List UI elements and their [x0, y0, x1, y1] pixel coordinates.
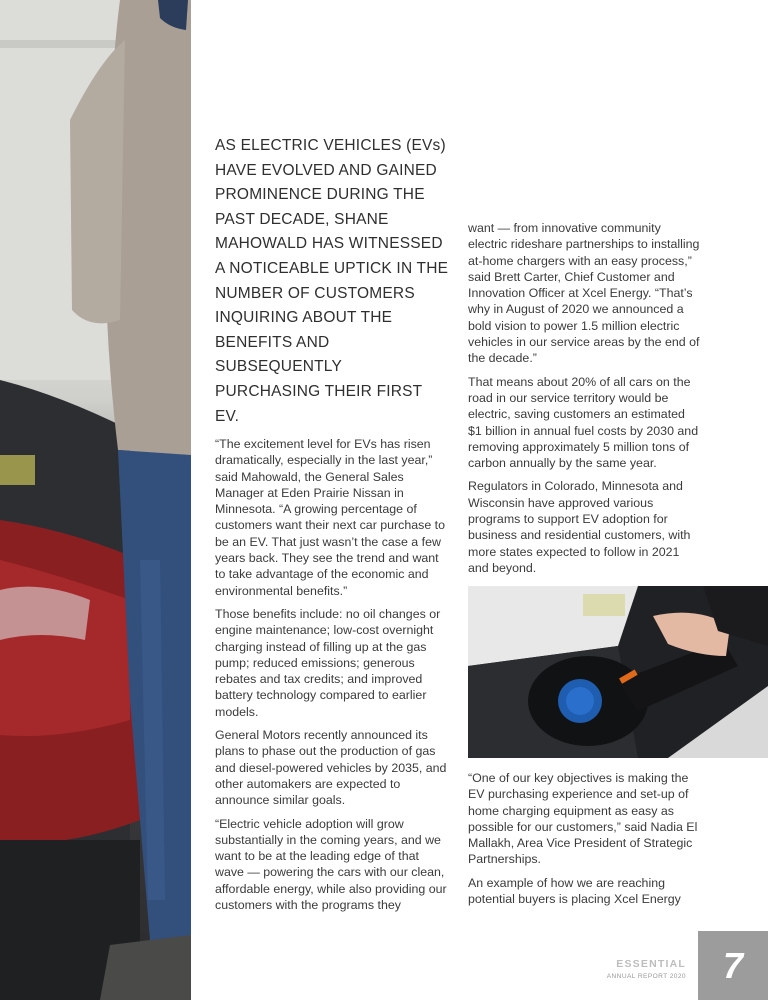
publication-footer [607, 958, 686, 980]
photo-ev-charging-plug [468, 586, 768, 758]
paragraph: Regulators in Colorado, Minnesota and Wisconsin have approved various programs to support EV adoption for business and residential customers, with more states expected to follow in 2021 and beyond. [468, 479, 691, 575]
paragraph: Those benefits include: no oil changes or engine maintenance; low-cost overnight charging instead of filling up at the gas pump; reduced emissions; generous rebates and tax credits; and improved battery technology compared to earlier models. [215, 606, 441, 719]
paragraph: “One of our key objectives is making the EV purchasing experience and set-up of home charging equipment as easy as possible for our customers,” said Nadia El Mallakh, Area Vice President of Strategic Partnerships. [468, 771, 698, 867]
paragraph: General Motors recently announced its plans to phase out the production of gas and diesel-powered vehicles by 2035, and other automakers are expected to announce similar goals. [215, 728, 447, 808]
body-column-right-bottom [468, 770, 700, 914]
page-number: 7 [722, 944, 744, 986]
page-number-box [698, 931, 768, 1000]
publication-title: ESSENTIAL [616, 958, 686, 970]
article-headline: AS ELECTRIC VEHICLES (EVs) HAVE EVOLVED AND GAINED PROMINENCE DURING THE PAST DECADE, SHANE MAHOWALD HAS WITNESSED A NOTICEABLE UPTICK IN THE NUMBER OF CUSTOMERS INQUIRING ABOUT THE BENEFITS AND SUBSEQUENTLY PURCHASING THEIR FIRST EV. [215, 137, 449, 425]
paragraph: want — from innovative community electric rideshare partnerships to installing at-home chargers with an easy process,” said Brett Carter, Chief Customer and Innovation Officer at Xcel Energy. “That’s why in August of 2020 we announced a bold vision to power 1.5 million electric vehicles in our service areas by the end of the decade.” [468, 221, 700, 366]
photo-person-with-ev [0, 0, 191, 1000]
body-column-right-top [468, 220, 700, 583]
body-column-left [215, 436, 450, 920]
paragraph: “The excitement level for EVs has risen dramatically, especially in the last year,” said Mahowald, the General Sales Manager at Eden Prairie Nissan in Minnesota. “A growing percentage of customers want their next car purchase to be an EV. That just wasn’t the case a few years back. They see the trend and want to take advantage of the economic and environmental benefits.” [215, 437, 446, 598]
publication-subtitle: ANNUAL REPORT 2020 [606, 973, 686, 980]
paragraph: An example of how we are reaching potential buyers is placing Xcel Energy [468, 875, 681, 907]
paragraph: That means about 20% of all cars on the road in our service territory would be electric, saving customers an estimated $1 billion in annual fuel costs by 2030 and removing approximately 5 million tons of carbon annually by the same year. [468, 374, 699, 471]
paragraph: “Electric vehicle adoption will grow substantially in the coming years, and we want to be at the leading edge of that wave — powering the cars with our clean, affordable energy, while also providing our customers with the programs they [215, 816, 447, 913]
